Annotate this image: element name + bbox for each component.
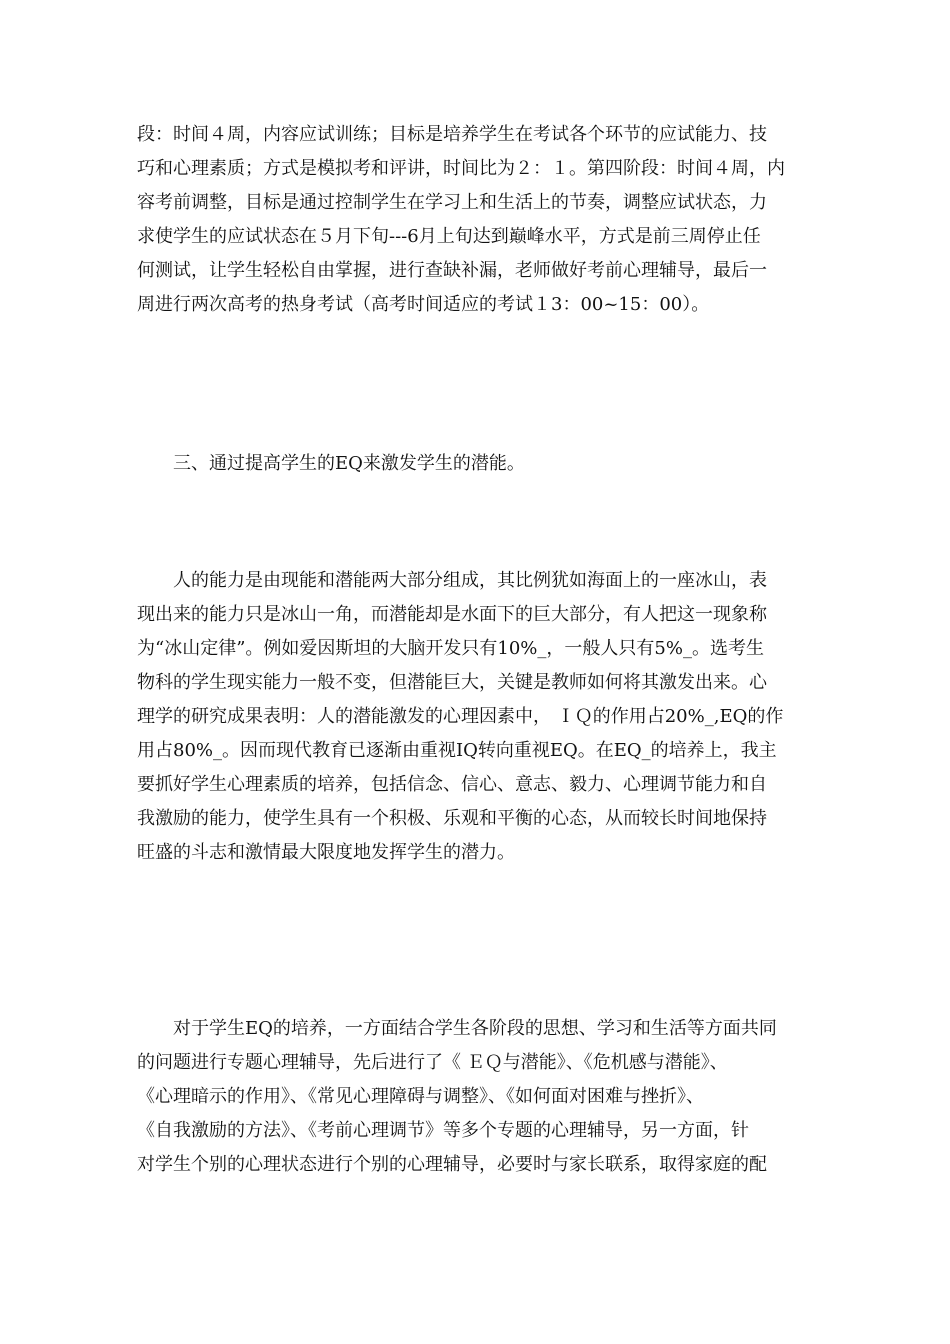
text-line: 巧和心理素质；方式是模拟考和评讲，时间比为２：１。第四阶段：时间４周，内 [137,158,785,179]
text-line: 何测试，让学生轻松自由掌握，进行查缺补漏，老师做好考前心理辅导，最后一 [137,260,767,281]
text-line: 现出来的能力只是冰山一角，而潜能却是水面下的巨大部分，有人把这一现象称 [137,604,767,625]
text-line: 容考前调整，目标是通过控制学生在学习上和生活上的节奏，调整应试状态，力 [137,192,767,213]
text-line: 要抓好学生心理素质的培养，包括信念、信心、意志、毅力、心理调节能力和自 [137,774,767,795]
text-line: 人的能力是由现能和潜能两大部分组成，其比例犹如海面上的一座冰山，表 [173,570,767,591]
paragraph-stage-plan [137,118,817,322]
paragraph-potential [137,564,817,870]
section-heading [137,447,817,481]
text-line: 周进行两次高考的热身考试（高考时间适应的考试１3：00~15：00）。 [137,294,710,315]
text-line: 用占80%_。因而现代教育已逐渐由重视IQ转向重视EQ。在EQ_的培养上，我主 [137,740,777,761]
section-heading-text: 三、通过提高学生的EQ来激发学生的潜能。 [173,453,525,474]
text-line: 理学的研究成果表明：人的潜能激发的心理因素中， ＩＱ的作用占20%_,EQ的作 [137,706,784,727]
text-line: 《心理暗示的作用》、《常见心理障碍与调整》、《如何面对困难与挫折》、 [137,1086,704,1107]
text-line: 求使学生的应试状态在５月下旬---6月上旬达到巅峰水平，方式是前三周停止任 [137,226,761,247]
text-line: 的问题进行专题心理辅导，先后进行了《 ＥＱ与潜能》、《危机感与潜能》、 [137,1052,728,1073]
text-line: 旺盛的斗志和激情最大限度地发挥学生的潜力。 [137,842,515,863]
text-line: 对学生个别的心理状态进行个别的心理辅导，必要时与家长联系，取得家庭的配 [137,1154,767,1175]
text-line: 《自我激励的方法》、《考前心理调节》等多个专题的心理辅导，另一方面，针 [137,1120,749,1141]
text-line: 为“冰山定律”。例如爱因斯坦的大脑开发只有10%_，一般人只有5%_。选考生 [137,638,764,659]
text-line: 我激励的能力，使学生具有一个积极、乐观和平衡的心态，从而较长时间地保持 [137,808,767,829]
text-line: 对于学生EQ的培养，一方面结合学生各阶段的思想、学习和生活等方面共同 [173,1018,777,1039]
text-line: 物科的学生现实能力一般不变，但潜能巨大，关键是教师如何将其激发出来。心 [137,672,767,693]
text-line: 段：时间４周，内容应试训练；目标是培养学生在考试各个环节的应试能力、技 [137,124,767,145]
paragraph-eq-training [137,1012,817,1182]
